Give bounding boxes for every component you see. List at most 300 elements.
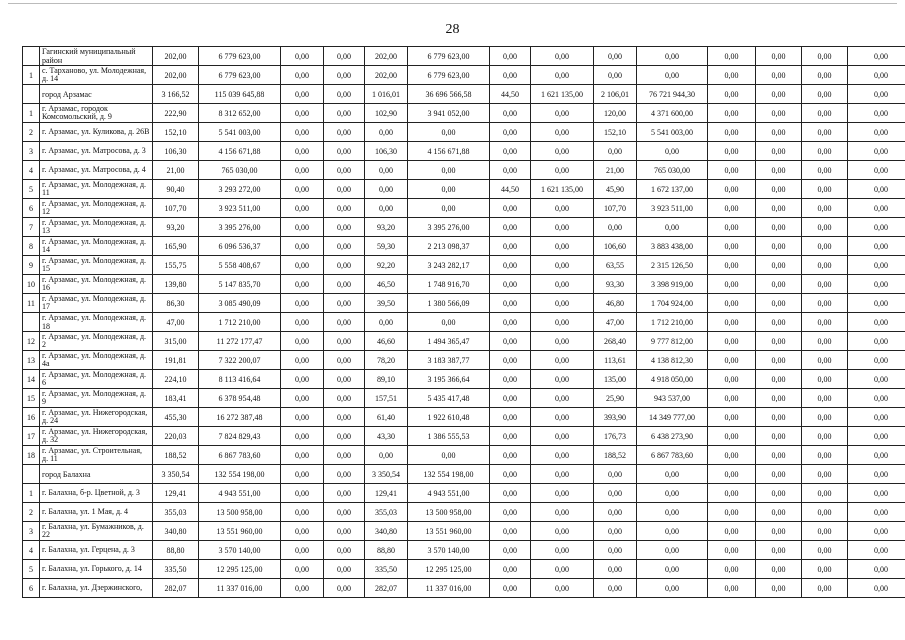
address-cell: г. Арзамас, городок Комсомольский, д. 9: [40, 104, 153, 123]
value-cell: 5 541 003,00: [637, 123, 708, 142]
value-cell: 129,41: [153, 484, 199, 503]
row-number-cell: 4: [23, 541, 40, 560]
value-cell: 0,00: [324, 465, 365, 484]
value-cell: 0,00: [802, 218, 848, 237]
value-cell: 0,00: [756, 503, 802, 522]
value-cell: 155,75: [153, 256, 199, 275]
value-cell: 0,00: [848, 66, 905, 85]
value-cell: 102,90: [365, 104, 408, 123]
value-cell: 0,00: [281, 408, 324, 427]
value-cell: 0,00: [756, 332, 802, 351]
value-cell: 0,00: [802, 294, 848, 313]
row-number-cell: [23, 85, 40, 104]
address-cell: г. Арзамас, ул. Молодежная, д. 12: [40, 199, 153, 218]
value-cell: 0,00: [365, 446, 408, 465]
value-cell: 0,00: [848, 408, 905, 427]
value-cell: 0,00: [531, 275, 594, 294]
value-cell: 165,90: [153, 237, 199, 256]
value-cell: 107,70: [153, 199, 199, 218]
value-cell: 0,00: [594, 522, 637, 541]
value-cell: 0,00: [637, 560, 708, 579]
value-cell: 0,00: [756, 389, 802, 408]
value-cell: 0,00: [531, 47, 594, 66]
value-cell: 0,00: [324, 218, 365, 237]
value-cell: 157,51: [365, 389, 408, 408]
value-cell: 0,00: [324, 579, 365, 598]
value-cell: 0,00: [281, 199, 324, 218]
value-cell: 188,52: [153, 446, 199, 465]
value-cell: 4 918 050,00: [637, 370, 708, 389]
value-cell: 0,00: [848, 218, 905, 237]
value-cell: 202,00: [153, 66, 199, 85]
address-cell: г. Арзамас, ул. Молодежная, д. 2: [40, 332, 153, 351]
value-cell: 0,00: [708, 256, 756, 275]
value-cell: 0,00: [848, 560, 905, 579]
address-cell: г. Арзамас, ул. Молодежная, д. 17: [40, 294, 153, 313]
value-cell: 0,00: [490, 123, 531, 142]
value-cell: 0,00: [281, 370, 324, 389]
value-cell: 3 570 140,00: [408, 541, 490, 560]
row-number-cell: 2: [23, 123, 40, 142]
value-cell: 0,00: [708, 579, 756, 598]
value-cell: 1 922 610,48: [408, 408, 490, 427]
value-cell: 355,03: [153, 503, 199, 522]
value-cell: 0,00: [756, 313, 802, 332]
value-cell: 0,00: [490, 503, 531, 522]
row-number-cell: 3: [23, 522, 40, 541]
address-cell: г. Арзамас, ул. Матросова, д. 4: [40, 161, 153, 180]
value-cell: 0,00: [490, 389, 531, 408]
value-cell: 107,70: [594, 199, 637, 218]
row-number-cell: 2: [23, 503, 40, 522]
value-cell: 3 350,54: [153, 465, 199, 484]
value-cell: 0,00: [324, 408, 365, 427]
value-cell: 0,00: [281, 47, 324, 66]
address-cell: г. Арзамас, ул. Нижегородская, д. 32: [40, 427, 153, 446]
value-cell: 0,00: [531, 484, 594, 503]
value-cell: 11 272 177,47: [199, 332, 281, 351]
value-cell: 3 398 919,00: [637, 275, 708, 294]
value-cell: 0,00: [756, 465, 802, 484]
value-cell: 315,00: [153, 332, 199, 351]
value-cell: 268,40: [594, 332, 637, 351]
value-cell: 6 867 783,60: [637, 446, 708, 465]
table-row: [23, 332, 905, 351]
value-cell: 0,00: [531, 237, 594, 256]
value-cell: 0,00: [490, 484, 531, 503]
value-cell: 0,00: [756, 446, 802, 465]
value-cell: 3 570 140,00: [199, 541, 281, 560]
value-cell: 0,00: [594, 503, 637, 522]
value-cell: 0,00: [281, 427, 324, 446]
table-row: [23, 503, 905, 522]
value-cell: 0,00: [531, 161, 594, 180]
row-number-cell: 12: [23, 332, 40, 351]
value-cell: 188,52: [594, 446, 637, 465]
value-cell: 1 621 135,00: [531, 85, 594, 104]
value-cell: 0,00: [708, 560, 756, 579]
table-row: [23, 256, 905, 275]
value-cell: 0,00: [637, 142, 708, 161]
value-cell: 0,00: [848, 522, 905, 541]
value-cell: 132 554 198,00: [408, 465, 490, 484]
value-cell: 0,00: [281, 256, 324, 275]
value-cell: 0,00: [708, 484, 756, 503]
table-row: [23, 351, 905, 370]
value-cell: 1 016,01: [365, 85, 408, 104]
value-cell: 46,50: [365, 275, 408, 294]
address-cell: г. Балахна, ул. Дзержинского,: [40, 579, 153, 598]
value-cell: 0,00: [531, 294, 594, 313]
value-cell: 16 272 387,48: [199, 408, 281, 427]
value-cell: 0,00: [531, 503, 594, 522]
value-cell: 0,00: [848, 47, 905, 66]
value-cell: 0,00: [708, 389, 756, 408]
value-cell: 183,41: [153, 389, 199, 408]
value-cell: 0,00: [281, 294, 324, 313]
value-cell: 86,30: [153, 294, 199, 313]
value-cell: 0,00: [531, 408, 594, 427]
row-number-cell: [23, 313, 40, 332]
value-cell: 0,00: [802, 180, 848, 199]
value-cell: 5 541 003,00: [199, 123, 281, 142]
value-cell: 0,00: [848, 161, 905, 180]
table-row: [23, 199, 905, 218]
table-row: [23, 47, 905, 66]
value-cell: 0,00: [531, 123, 594, 142]
value-cell: 0,00: [848, 256, 905, 275]
value-cell: 0,00: [848, 465, 905, 484]
value-cell: 0,00: [281, 313, 324, 332]
value-cell: 2 106,01: [594, 85, 637, 104]
value-cell: 0,00: [594, 66, 637, 85]
table-row: [23, 370, 905, 389]
value-cell: 6 779 623,00: [408, 66, 490, 85]
value-cell: 0,00: [490, 351, 531, 370]
value-cell: 0,00: [802, 351, 848, 370]
address-cell: с. Тарханово, ул. Молодежная, д. 14: [40, 66, 153, 85]
value-cell: 0,00: [708, 313, 756, 332]
value-cell: 0,00: [756, 294, 802, 313]
value-cell: 0,00: [708, 104, 756, 123]
value-cell: 0,00: [708, 199, 756, 218]
value-cell: 0,00: [490, 560, 531, 579]
value-cell: 129,41: [365, 484, 408, 503]
value-cell: 1 712 210,00: [199, 313, 281, 332]
value-cell: 0,00: [281, 237, 324, 256]
value-cell: 0,00: [490, 427, 531, 446]
value-cell: 0,00: [490, 237, 531, 256]
value-cell: 0,00: [408, 446, 490, 465]
value-cell: 0,00: [708, 142, 756, 161]
value-cell: 0,00: [324, 427, 365, 446]
value-cell: 0,00: [490, 313, 531, 332]
value-cell: 0,00: [408, 313, 490, 332]
value-cell: 36 696 566,58: [408, 85, 490, 104]
value-cell: 11 337 016,00: [199, 579, 281, 598]
value-cell: 8 113 416,64: [199, 370, 281, 389]
value-cell: 21,00: [153, 161, 199, 180]
value-cell: 0,00: [324, 123, 365, 142]
value-cell: 0,00: [708, 332, 756, 351]
value-cell: 3 195 366,64: [408, 370, 490, 389]
value-cell: 47,00: [153, 313, 199, 332]
value-cell: 176,73: [594, 427, 637, 446]
value-cell: 0,00: [490, 104, 531, 123]
value-cell: 0,00: [531, 446, 594, 465]
value-cell: 0,00: [281, 123, 324, 142]
address-cell: г. Арзамас, ул. Молодежная, д. 16: [40, 275, 153, 294]
value-cell: 6 438 273,90: [637, 427, 708, 446]
value-cell: 12 295 125,00: [199, 560, 281, 579]
value-cell: 0,00: [708, 446, 756, 465]
value-cell: 202,00: [365, 66, 408, 85]
value-cell: 3 166,52: [153, 85, 199, 104]
value-cell: 393,90: [594, 408, 637, 427]
value-cell: 76 721 944,30: [637, 85, 708, 104]
value-cell: 13 500 958,00: [199, 503, 281, 522]
value-cell: 0,00: [802, 161, 848, 180]
value-cell: 0,00: [756, 579, 802, 598]
value-cell: 0,00: [324, 332, 365, 351]
value-cell: 0,00: [802, 370, 848, 389]
value-cell: 6 378 954,48: [199, 389, 281, 408]
value-cell: 0,00: [756, 522, 802, 541]
table-row: [23, 522, 905, 541]
value-cell: 0,00: [365, 180, 408, 199]
value-cell: 0,00: [324, 560, 365, 579]
value-cell: 0,00: [490, 446, 531, 465]
value-cell: 0,00: [408, 180, 490, 199]
table-row: [23, 446, 905, 465]
value-cell: 0,00: [848, 503, 905, 522]
value-cell: 335,50: [365, 560, 408, 579]
value-cell: 0,00: [756, 218, 802, 237]
value-cell: 0,00: [708, 351, 756, 370]
value-cell: 46,80: [594, 294, 637, 313]
value-cell: 5 147 835,70: [199, 275, 281, 294]
table-row: [23, 313, 905, 332]
value-cell: 0,00: [637, 47, 708, 66]
value-cell: 3 085 490,09: [199, 294, 281, 313]
address-cell: г. Арзамас, ул. Нижегородская, д. 24: [40, 408, 153, 427]
value-cell: 93,20: [365, 218, 408, 237]
value-cell: 11 337 016,00: [408, 579, 490, 598]
value-cell: 2 213 098,37: [408, 237, 490, 256]
value-cell: 7 322 200,07: [199, 351, 281, 370]
address-cell: г. Арзамас, ул. Молодежная, д. 13: [40, 218, 153, 237]
value-cell: 2 315 126,50: [637, 256, 708, 275]
value-cell: 0,00: [756, 66, 802, 85]
value-cell: 0,00: [324, 484, 365, 503]
value-cell: 202,00: [153, 47, 199, 66]
row-number-cell: 11: [23, 294, 40, 313]
value-cell: 3 243 282,17: [408, 256, 490, 275]
value-cell: 0,00: [848, 446, 905, 465]
value-cell: 0,00: [281, 484, 324, 503]
table-row: [23, 484, 905, 503]
value-cell: 0,00: [708, 503, 756, 522]
value-cell: 0,00: [324, 541, 365, 560]
value-cell: 4 371 600,00: [637, 104, 708, 123]
address-cell: город Арзамас: [40, 85, 153, 104]
row-number-cell: 5: [23, 560, 40, 579]
table-row: [23, 123, 905, 142]
value-cell: 0,00: [281, 104, 324, 123]
value-cell: 0,00: [408, 123, 490, 142]
address-cell: Гагинский муниципальный район: [40, 47, 153, 66]
value-cell: 455,30: [153, 408, 199, 427]
value-cell: 0,00: [490, 218, 531, 237]
row-number-cell: 7: [23, 218, 40, 237]
value-cell: 0,00: [490, 370, 531, 389]
value-cell: 0,00: [531, 218, 594, 237]
value-cell: 282,07: [365, 579, 408, 598]
address-cell: г. Арзамас, ул. Молодежная, д. 4а: [40, 351, 153, 370]
value-cell: 9 777 812,00: [637, 332, 708, 351]
value-cell: 45,90: [594, 180, 637, 199]
value-cell: 0,00: [490, 256, 531, 275]
value-cell: 0,00: [756, 484, 802, 503]
value-cell: 340,80: [365, 522, 408, 541]
page-number: 28: [445, 22, 460, 37]
value-cell: 0,00: [281, 541, 324, 560]
address-cell: г. Арзамас, ул. Матросова, д. 3: [40, 142, 153, 161]
value-cell: 0,00: [324, 370, 365, 389]
value-cell: 0,00: [802, 389, 848, 408]
value-cell: 0,00: [848, 427, 905, 446]
value-cell: 6 779 623,00: [199, 66, 281, 85]
value-cell: 63,55: [594, 256, 637, 275]
value-cell: 0,00: [531, 541, 594, 560]
value-cell: 7 824 829,43: [199, 427, 281, 446]
table-row: [23, 465, 905, 484]
address-cell: г. Балахна, б-р. Цветной, д. 3: [40, 484, 153, 503]
value-cell: 0,00: [490, 332, 531, 351]
value-cell: 0,00: [802, 560, 848, 579]
value-cell: 0,00: [756, 85, 802, 104]
value-cell: 0,00: [637, 465, 708, 484]
value-cell: 113,61: [594, 351, 637, 370]
value-cell: 0,00: [637, 218, 708, 237]
value-cell: 0,00: [802, 275, 848, 294]
table-row: [23, 579, 905, 598]
table-row: [23, 389, 905, 408]
row-number-cell: 13: [23, 351, 40, 370]
value-cell: 0,00: [756, 370, 802, 389]
value-cell: 0,00: [848, 313, 905, 332]
value-cell: 282,07: [153, 579, 199, 598]
table-row: [23, 161, 905, 180]
value-cell: 0,00: [324, 85, 365, 104]
value-cell: 0,00: [802, 484, 848, 503]
value-cell: 0,00: [490, 142, 531, 161]
row-number-cell: 1: [23, 104, 40, 123]
value-cell: 0,00: [324, 389, 365, 408]
value-cell: 0,00: [848, 389, 905, 408]
row-number-cell: 15: [23, 389, 40, 408]
value-cell: 943 537,00: [637, 389, 708, 408]
value-cell: 0,00: [281, 66, 324, 85]
address-cell: г. Арзамас, ул. Молодежная, д. 15: [40, 256, 153, 275]
value-cell: 4 156 671,88: [199, 142, 281, 161]
table-row: [23, 85, 905, 104]
value-cell: 0,00: [848, 541, 905, 560]
value-cell: 0,00: [756, 47, 802, 66]
value-cell: 0,00: [848, 370, 905, 389]
value-cell: 0,00: [848, 275, 905, 294]
value-cell: 0,00: [708, 370, 756, 389]
value-cell: 0,00: [756, 199, 802, 218]
value-cell: 0,00: [756, 237, 802, 256]
value-cell: 0,00: [594, 218, 637, 237]
value-cell: 0,00: [708, 85, 756, 104]
value-cell: 1 380 566,09: [408, 294, 490, 313]
value-cell: 4 943 551,00: [199, 484, 281, 503]
value-cell: 0,00: [802, 85, 848, 104]
value-cell: 0,00: [490, 408, 531, 427]
value-cell: 0,00: [281, 332, 324, 351]
value-cell: 0,00: [708, 180, 756, 199]
value-cell: 0,00: [365, 123, 408, 142]
value-cell: 0,00: [708, 66, 756, 85]
row-number-cell: 6: [23, 199, 40, 218]
value-cell: 0,00: [802, 427, 848, 446]
value-cell: 0,00: [756, 560, 802, 579]
value-cell: 152,10: [153, 123, 199, 142]
value-cell: 222,90: [153, 104, 199, 123]
value-cell: 0,00: [531, 560, 594, 579]
row-number-cell: 9: [23, 256, 40, 275]
value-cell: 21,00: [594, 161, 637, 180]
value-cell: 0,00: [365, 161, 408, 180]
value-cell: 4 156 671,88: [408, 142, 490, 161]
value-cell: 0,00: [324, 275, 365, 294]
value-cell: 106,30: [153, 142, 199, 161]
row-number-cell: 17: [23, 427, 40, 446]
value-cell: 0,00: [708, 218, 756, 237]
address-cell: г. Арзамас, ул. Молодежная, д. 14: [40, 237, 153, 256]
value-cell: 0,00: [756, 142, 802, 161]
address-cell: г. Балахна, ул. Герцена, д. 3: [40, 541, 153, 560]
value-cell: 0,00: [281, 142, 324, 161]
value-cell: 0,00: [531, 313, 594, 332]
value-cell: 0,00: [637, 484, 708, 503]
value-cell: 0,00: [756, 408, 802, 427]
value-cell: 0,00: [531, 579, 594, 598]
value-cell: 0,00: [490, 541, 531, 560]
row-number-cell: [23, 47, 40, 66]
value-cell: 0,00: [531, 389, 594, 408]
value-cell: 0,00: [490, 47, 531, 66]
value-cell: 0,00: [531, 332, 594, 351]
value-cell: 0,00: [637, 579, 708, 598]
table-row: [23, 427, 905, 446]
value-cell: 0,00: [324, 313, 365, 332]
value-cell: 0,00: [594, 484, 637, 503]
address-cell: г. Балахна, ул. Бумажников, д. 22: [40, 522, 153, 541]
value-cell: 220,03: [153, 427, 199, 446]
row-number-cell: 8: [23, 237, 40, 256]
value-cell: 3 395 276,00: [199, 218, 281, 237]
value-cell: 1 704 924,00: [637, 294, 708, 313]
value-cell: 0,00: [281, 275, 324, 294]
value-cell: 3 293 272,00: [199, 180, 281, 199]
value-cell: 0,00: [490, 199, 531, 218]
value-cell: 0,00: [531, 465, 594, 484]
address-cell: г. Арзамас, ул. Строительная, д. 11: [40, 446, 153, 465]
value-cell: 0,00: [708, 123, 756, 142]
